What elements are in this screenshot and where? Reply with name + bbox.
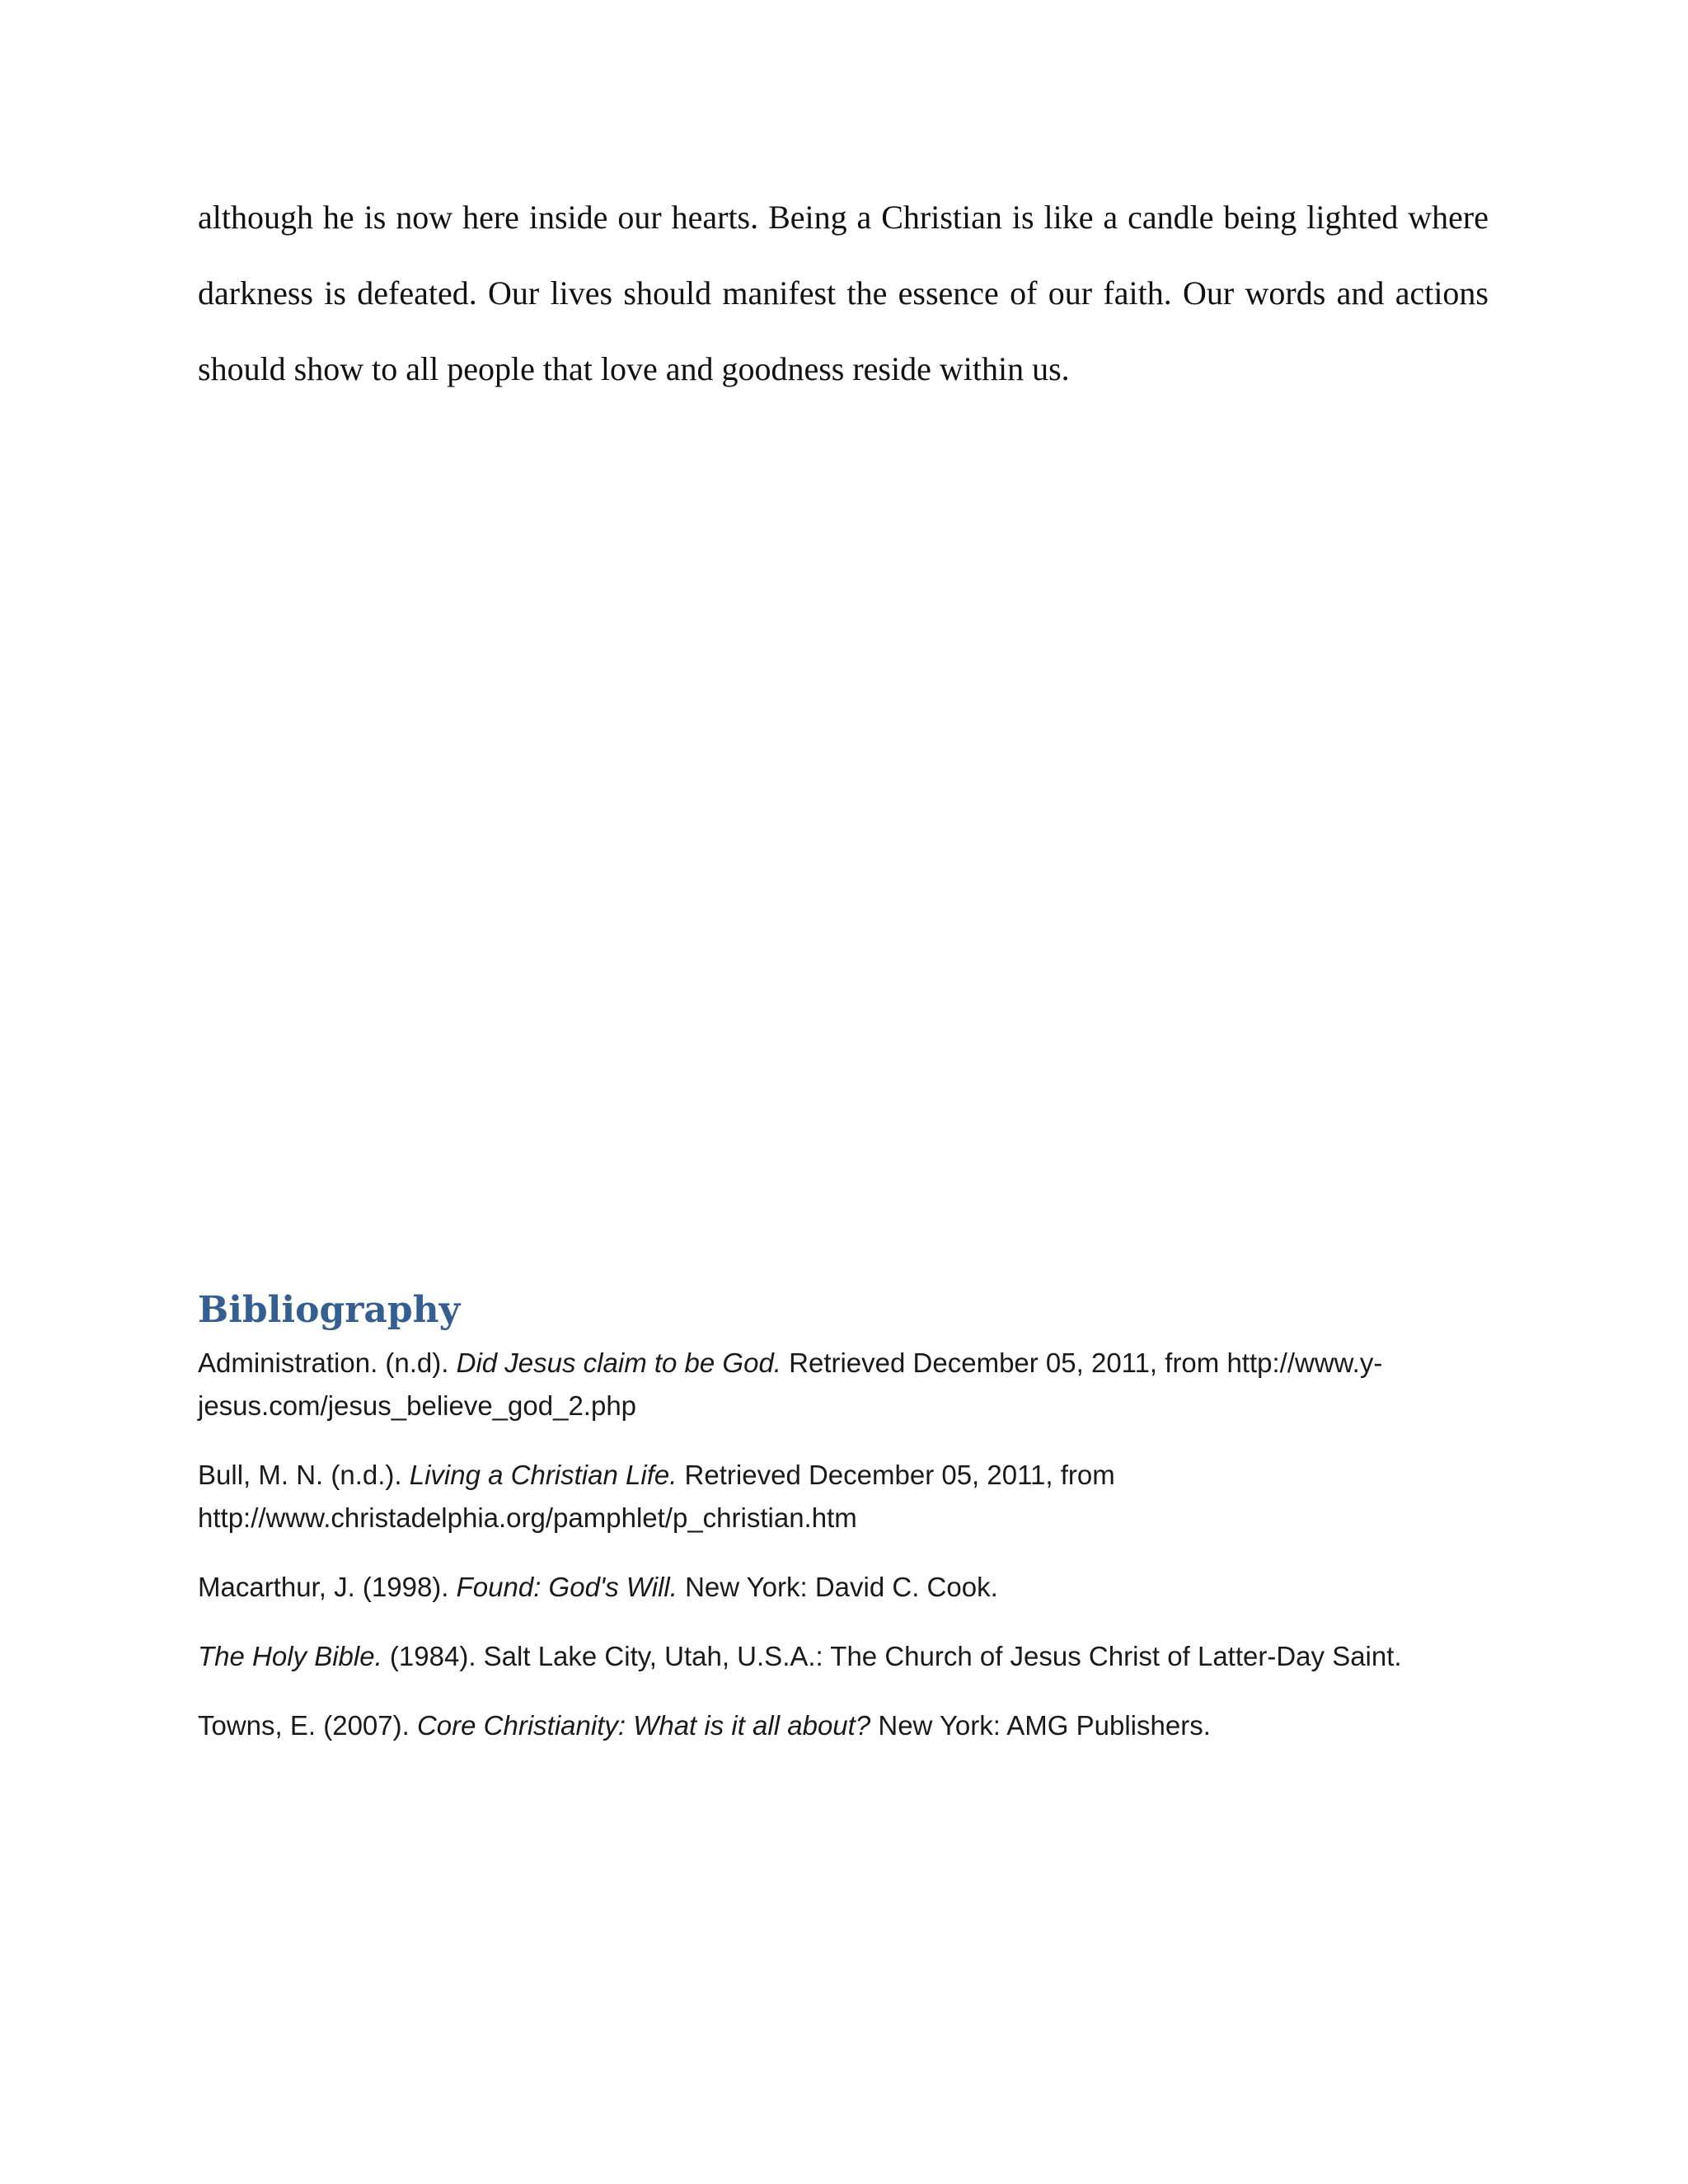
entry-author: Towns, E. (2007).: [198, 1710, 417, 1741]
entry-source: New York: David C. Cook.: [677, 1572, 998, 1602]
bibliography-list: [198, 1342, 1489, 1774]
entry-title: Did Jesus claim to be God.: [456, 1347, 781, 1378]
entry-author: Administration. (n.d).: [198, 1347, 457, 1378]
bibliography-entry: [198, 1454, 1489, 1540]
entry-source: New York: AMG Publishers.: [870, 1710, 1211, 1741]
entry-source: (1984). Salt Lake City, Utah, U.S.A.: The Church of Jesus Christ of Latter-Day Saint.: [382, 1641, 1402, 1671]
entry-title: Living a Christian Life.: [409, 1460, 678, 1490]
entry-author: Macarthur, J. (1998).: [198, 1572, 457, 1602]
entry-source: Retrieved December 05, 2011, from http://www.christadelphia.org/pamphlet/p_christian.htm: [198, 1460, 1115, 1533]
entry-title: Found: God's Will.: [456, 1572, 678, 1602]
entry-title: The Holy Bible.: [198, 1641, 382, 1671]
bibliography-entry: [198, 1342, 1489, 1427]
bibliography-entry: [198, 1566, 1489, 1609]
entry-source: Retrieved December 05, 2011, from http://www.y-jesus.com/jesus_believe_god_2.php: [198, 1347, 1383, 1421]
entry-title: Core Christianity: What is it all about?: [416, 1710, 871, 1741]
body-paragraph: although he is now here inside our hearts. Being a Christian is like a candle being lighted where darkness is defeated. Our lives should manifest the essence of our faith. Our words and actions should show to all people that love and goodness reside within us.: [198, 199, 1489, 387]
bibliography-heading: Bibliography: [198, 1289, 461, 1331]
bibliography-entry: [198, 1635, 1489, 1678]
entry-author: Bull, M. N. (n.d.).: [198, 1460, 410, 1490]
bibliography-entry: [198, 1704, 1489, 1747]
